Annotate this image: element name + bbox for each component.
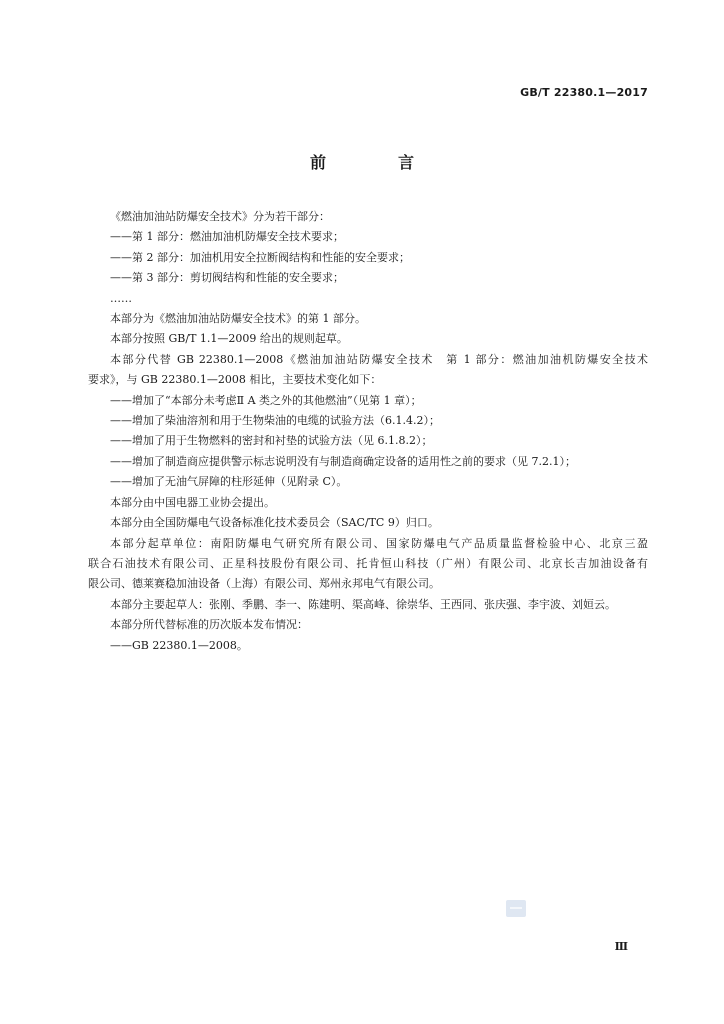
- list-item-previous-edition: ——GB 22380.1—2008。: [110, 638, 248, 652]
- paragraph-drafting-units: 本部分起草单位：南阳防爆电气研究所有限公司、国家防爆电气产品质量监督检验中心、北京三盈: [110, 536, 648, 550]
- paragraph-drafting-rules: 本部分按照 GB/T 1.1—2009 给出的规则起草。: [110, 332, 348, 346]
- list-item-change-1: ——增加了“本部分未考虑Ⅱ A 类之外的其他燃油”（见第 1 章）；: [110, 393, 422, 407]
- list-item-part-2: ——第 2 部分：加油机用安全拉断阀结构和性能的安全要求；: [110, 250, 410, 264]
- list-item-part-3: ——第 3 部分：剪切阀结构和性能的安全要求；: [110, 271, 344, 285]
- watermark-logo: [506, 900, 526, 917]
- foreword-body: [88, 207, 648, 656]
- paragraph-part-scope: 本部分为《燃油加油站防爆安全技术》的第 1 部分。: [110, 312, 366, 326]
- paragraph-series-intro: 《燃油加油站防爆安全技术》分为若干部分：: [110, 210, 330, 223]
- list-item-change-5: ——增加了无油气屏障的柱形延伸（见附录 C）。: [110, 475, 348, 489]
- paragraph-centralized-by: 本部分由全国防爆电气设备标准化技术委员会（SAC/TC 9）归口。: [110, 516, 439, 530]
- paragraph-drafting-units-continued-1: 联合石油技术有限公司、正星科技股份有限公司、托肯恒山科技（广州）有限公司、北京长吉加油设备有: [88, 556, 648, 570]
- page-number: Ⅲ: [614, 940, 628, 953]
- paragraph-drafters: 本部分主要起草人：张刚、季鹏、李一、陈建明、渠高峰、徐崇华、王西同、张庆强、李宇波、刘姮云。: [110, 597, 616, 611]
- page-title: 前 言: [309, 153, 442, 172]
- paragraph-replaces: 本部分代替 GB 22380.1—2008《燃油加油站防爆安全技术 第 1 部分：燃油加油机防爆安全技术: [110, 352, 648, 366]
- paragraph-drafting-units-continued-2: 限公司、德莱赛稳加油设备（上海）有限公司、郑州永邦电气有限公司。: [88, 577, 440, 591]
- list-item-change-2: ——增加了柴油溶剂和用于生物柴油的电缆的试验方法（6.1.4.2）；: [110, 414, 440, 428]
- paragraph-previous-editions: 本部分所代替标准的历次版本发布情况：: [110, 618, 308, 632]
- list-item-change-4: ——增加了制造商应提供警示标志说明没有与制造商确定设备的适用性之前的要求（见 7.2.1）；: [110, 454, 576, 468]
- paragraph-replaces-continued: 要求》，与 GB 22380.1—2008 相比，主要技术变化如下：: [88, 373, 382, 387]
- list-item-part-1: ——第 1 部分：燃油加油机防爆安全技术要求；: [110, 230, 344, 244]
- list-item-ellipsis: ……: [110, 291, 132, 305]
- standard-code: GB/T 22380.1—2017: [520, 86, 648, 99]
- paragraph-proposed-by: 本部分由中国电器工业协会提出。: [110, 495, 275, 509]
- list-item-change-3: ——增加了用于生物燃料的密封和衬垫的试验方法（见 6.1.8.2）；: [110, 434, 433, 448]
